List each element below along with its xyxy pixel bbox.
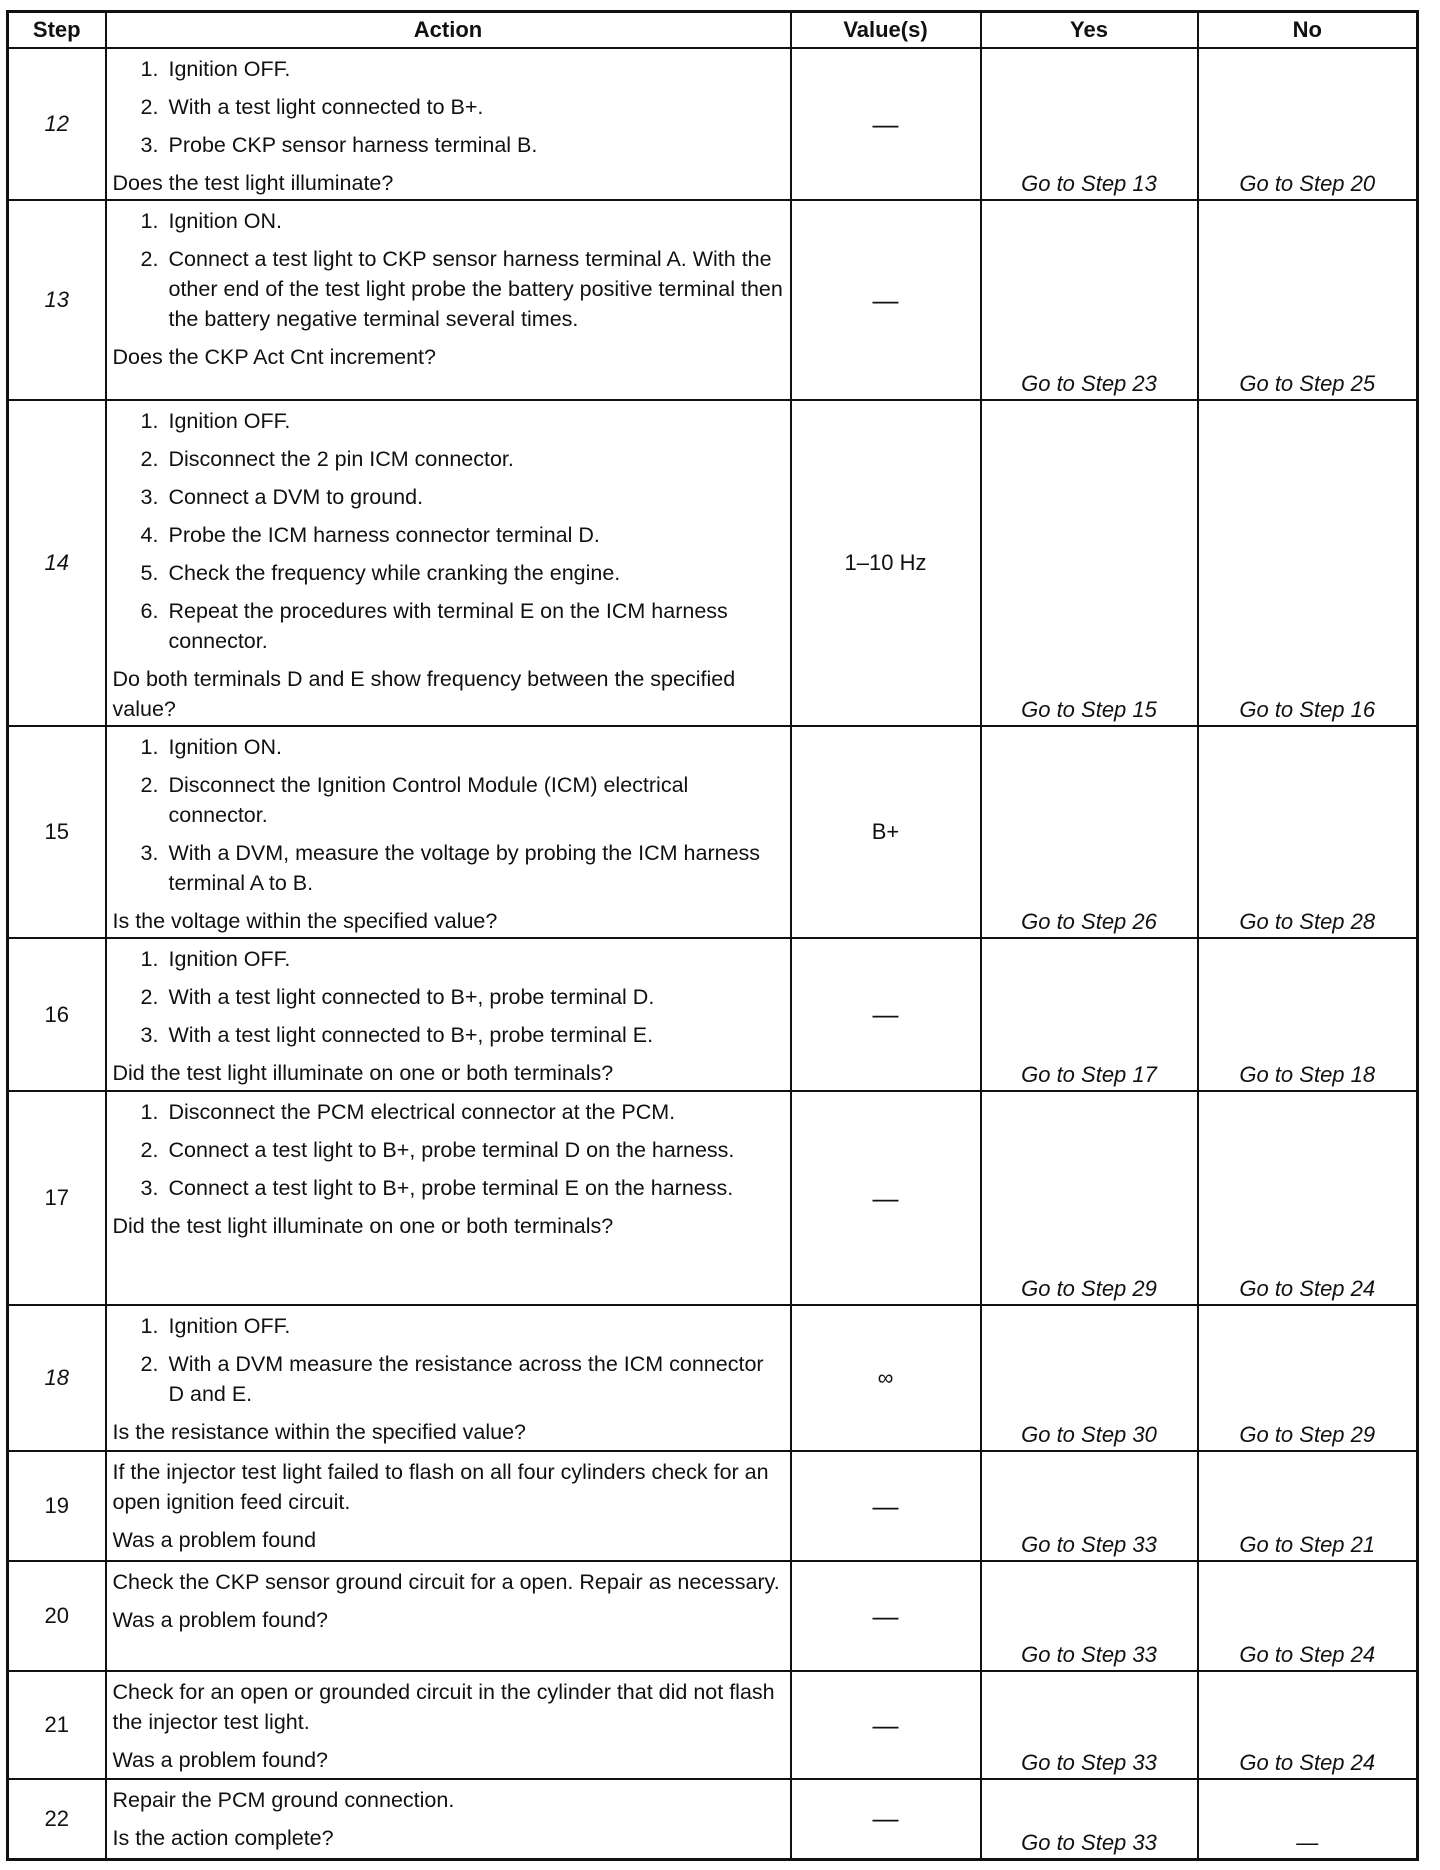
yes-cell: Go to Step 30	[981, 1305, 1198, 1451]
list-item: 1. Ignition OFF.	[140, 1314, 291, 1338]
step-number: 15	[8, 726, 106, 938]
list-item: 2. With a test light connected to B+, probe terminal D.	[140, 985, 655, 1009]
action-question: Is the resistance within the specified value?	[112, 1420, 527, 1444]
value-cell	[791, 400, 981, 726]
list-item: 1. Ignition OFF.	[140, 57, 291, 81]
table-row	[8, 1091, 1418, 1305]
step-instruction: With a test light connected to B+, probe terminal D.	[168, 985, 655, 1009]
step-instruction: Probe the ICM harness connector terminal D.	[168, 523, 600, 547]
step-instruction: Ignition ON.	[168, 735, 283, 759]
step-instruction: Disconnect the PCM electrical connector at the PCM.	[168, 1100, 676, 1124]
step-instruction: With a DVM measure the resistance across the ICM connector D and E.	[168, 1352, 764, 1406]
list-item: 1. Ignition ON.	[140, 735, 283, 759]
yes-cell: Go to Step 29	[981, 1091, 1198, 1305]
action-question: Was a problem found?	[112, 1608, 329, 1632]
action-question: Is the voltage within the specified value?	[112, 909, 498, 933]
action-cell	[106, 1671, 791, 1779]
step-instruction: Disconnect the Ignition Control Module (ICM) electrical connector.	[168, 773, 689, 827]
step-number: 12	[8, 48, 106, 200]
value-cell	[791, 1091, 981, 1305]
step-number: 21	[8, 1671, 106, 1779]
list-item: 5. Check the frequency while cranking the engine.	[140, 561, 621, 585]
step-instruction: With a DVM, measure the voltage by probing the ICM harness terminal A to B.	[168, 841, 761, 895]
yes-cell: Go to Step 26	[981, 726, 1198, 938]
value-text: ∞	[877, 1365, 894, 1390]
action-cell	[106, 1305, 791, 1451]
step-number: 17	[8, 1091, 106, 1305]
header-row	[8, 12, 1418, 49]
step-number: 14	[8, 400, 106, 726]
list-item: 2. Disconnect the 2 pin ICM connector.	[140, 447, 514, 471]
step-instruction: With a test light connected to B+, probe terminal E.	[168, 1023, 654, 1047]
value-cell	[791, 200, 981, 400]
action-question: Did the test light illuminate on one or both terminals?	[112, 1214, 614, 1238]
yes-cell: Go to Step 33	[981, 1561, 1198, 1671]
action-question: Do both terminals D and E show frequency between the specified value?	[112, 667, 736, 721]
table-row	[8, 200, 1418, 400]
yes-cell: Go to Step 23	[981, 200, 1198, 400]
step-number: 22	[8, 1779, 106, 1859]
header-no: No	[1198, 12, 1418, 49]
list-item: 3. Connect a test light to B+, probe terminal E on the harness.	[140, 1176, 734, 1200]
table-row	[8, 400, 1418, 726]
list-item: 1. Ignition OFF.	[140, 409, 291, 433]
step-instruction: Probe CKP sensor harness terminal B.	[168, 133, 538, 157]
action-cell	[106, 200, 791, 400]
value-text: —	[872, 284, 899, 315]
list-item: 2. With a test light connected to B+.	[140, 95, 484, 119]
header-value: Value(s)	[791, 12, 981, 49]
step-instruction: Disconnect the 2 pin ICM connector.	[168, 447, 514, 471]
value-cell	[791, 1305, 981, 1451]
action-cell	[106, 938, 791, 1091]
list-item: 3. With a DVM, measure the voltage by probing the ICM harness terminal A to B.	[140, 841, 761, 895]
no-cell: Go to Step 20	[1198, 48, 1418, 200]
table-row	[8, 726, 1418, 938]
step-instruction: Connect a test light to B+, probe terminal D on the harness.	[168, 1138, 735, 1162]
action-question: Did the test light illuminate on one or both terminals?	[112, 1061, 614, 1085]
value-text: —	[872, 999, 899, 1029]
value-text: —	[872, 1600, 899, 1631]
table-row	[8, 1305, 1418, 1451]
step-instruction: Repeat the procedures with terminal E on the ICM harness connector.	[168, 599, 728, 653]
header-action: Action	[106, 12, 791, 49]
list-item: 6. Repeat the procedures with terminal E on the ICM harness connector.	[140, 599, 728, 653]
no-cell: —	[1198, 1779, 1418, 1859]
header-step: Step	[8, 12, 106, 49]
no-cell: Go to Step 24	[1198, 1671, 1418, 1779]
list-item: 2. Disconnect the Ignition Control Module (ICM) electrical connector.	[140, 773, 689, 827]
no-cell: Go to Step 28	[1198, 726, 1418, 938]
step-instruction: With a test light connected to B+.	[168, 95, 484, 119]
list-item: 2. With a DVM measure the resistance across the ICM connector D and E.	[140, 1352, 764, 1406]
action-question: Was a problem found?	[112, 1748, 329, 1772]
diagnostic-table	[6, 10, 1419, 1861]
yes-cell: Go to Step 33	[981, 1671, 1198, 1779]
step-number: 16	[8, 938, 106, 1091]
no-cell: Go to Step 24	[1198, 1091, 1418, 1305]
list-item: 1. Disconnect the PCM electrical connector at the PCM.	[140, 1100, 676, 1124]
action-cell	[106, 726, 791, 938]
table-row	[8, 1561, 1418, 1671]
value-cell	[791, 1451, 981, 1561]
yes-cell: Go to Step 17	[981, 938, 1198, 1091]
step-number: 18	[8, 1305, 106, 1451]
value-text: —	[872, 1182, 899, 1213]
value-text: —	[872, 1803, 899, 1834]
value-cell	[791, 1779, 981, 1859]
step-instruction: Connect a DVM to ground.	[168, 485, 424, 509]
step-number: 19	[8, 1451, 106, 1561]
action-cell	[106, 1561, 791, 1671]
value-cell	[791, 1671, 981, 1779]
value-cell	[791, 1561, 981, 1671]
yes-cell: Go to Step 33	[981, 1779, 1198, 1859]
table-row	[8, 1779, 1418, 1859]
action-text: Repair the PCM ground connection.	[112, 1788, 455, 1812]
list-item: 3. Probe CKP sensor harness terminal B.	[140, 133, 538, 157]
value-text: 1–10 Hz	[844, 550, 927, 575]
step-number: 20	[8, 1561, 106, 1671]
list-item: 2. Connect a test light to B+, probe terminal D on the harness.	[140, 1138, 735, 1162]
no-cell: Go to Step 25	[1198, 200, 1418, 400]
value-text: —	[872, 1709, 899, 1740]
action-text: Check for an open or grounded circuit in the cylinder that did not flash the injector test light.	[112, 1680, 775, 1734]
action-question: Was a problem found	[112, 1528, 317, 1552]
action-text: If the injector test light failed to flash on all four cylinders check for an open ignition feed circuit.	[112, 1460, 769, 1514]
step-instruction: Connect a test light to B+, probe terminal E on the harness.	[168, 1176, 734, 1200]
header-yes: Yes	[981, 12, 1198, 49]
value-text: B+	[871, 819, 900, 844]
action-question: Does the CKP Act Cnt increment?	[112, 345, 436, 369]
step-instruction: Connect a test light to CKP sensor harness terminal A. With the other end of the test light probe the battery positive terminal then the battery negative terminal several times.	[168, 247, 783, 331]
no-cell: Go to Step 18	[1198, 938, 1418, 1091]
step-instruction: Ignition OFF.	[168, 947, 291, 971]
list-item: 1. Ignition ON.	[140, 209, 283, 233]
table-row	[8, 1671, 1418, 1779]
action-question: Is the action complete?	[112, 1826, 334, 1850]
table-row	[8, 48, 1418, 200]
yes-cell: Go to Step 33	[981, 1451, 1198, 1561]
list-item: 1. Ignition OFF.	[140, 947, 291, 971]
value-text: —	[872, 108, 899, 139]
value-cell	[791, 726, 981, 938]
value-cell	[791, 48, 981, 200]
table-row	[8, 938, 1418, 1091]
yes-cell: Go to Step 13	[981, 48, 1198, 200]
step-instruction: Check the frequency while cranking the engine.	[168, 561, 621, 585]
action-text: Check the CKP sensor ground circuit for a open. Repair as necessary.	[112, 1570, 780, 1594]
action-cell	[106, 1779, 791, 1859]
table-row	[8, 1451, 1418, 1561]
value-cell	[791, 938, 981, 1091]
no-cell: Go to Step 29	[1198, 1305, 1418, 1451]
step-instruction: Ignition OFF.	[168, 409, 291, 433]
step-number: 13	[8, 200, 106, 400]
list-item: 3. With a test light connected to B+, probe terminal E.	[140, 1023, 654, 1047]
action-question: Does the test light illuminate?	[112, 171, 394, 195]
value-text: —	[872, 1490, 899, 1521]
list-item: 3. Connect a DVM to ground.	[140, 485, 424, 509]
step-instruction: Ignition OFF.	[168, 1314, 291, 1338]
list-item: 4. Probe the ICM harness connector terminal D.	[140, 523, 600, 547]
action-cell	[106, 48, 791, 200]
list-item: 2. Connect a test light to CKP sensor harness terminal A. With the other end of the test light probe the battery positive terminal then the battery negative terminal several times.	[140, 247, 783, 331]
no-cell: Go to Step 21	[1198, 1451, 1418, 1561]
step-instruction: Ignition ON.	[168, 209, 283, 233]
action-cell	[106, 1451, 791, 1561]
no-cell: Go to Step 16	[1198, 400, 1418, 726]
step-instruction: Ignition OFF.	[168, 57, 291, 81]
yes-cell: Go to Step 15	[981, 400, 1198, 726]
action-cell	[106, 1091, 791, 1305]
action-cell	[106, 400, 791, 726]
no-cell: Go to Step 24	[1198, 1561, 1418, 1671]
